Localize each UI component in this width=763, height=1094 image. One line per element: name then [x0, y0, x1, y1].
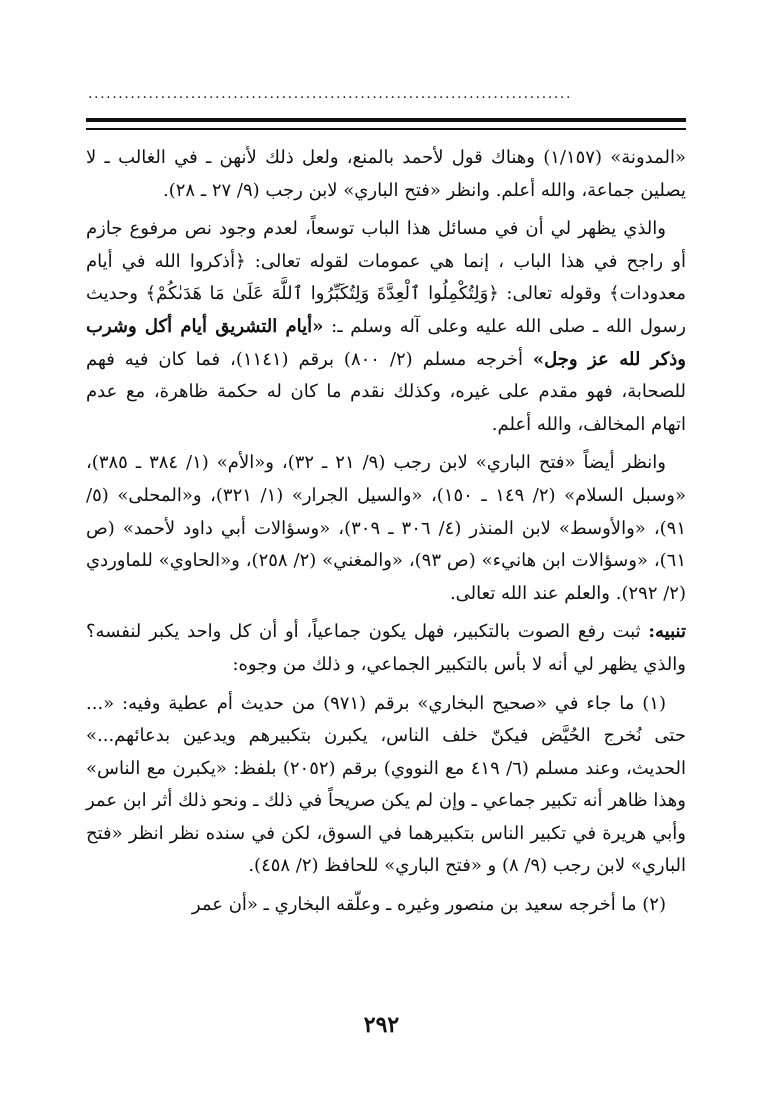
paragraph-discussion-intro: والذي يظهر لي أن في مسائل هذا الباب توسعاً، لعدم وجود نص مرفوع جازم أو راجح في هذا الباب ، إنما هي عمومات لقوله تعالى: ﴿أذكروا الله في أيام معدودات﴾ وقوله تعالى: ﴿وَلِتُكْمِلُوا ٱلْعِدَّةَ وَلِتُكَبِّرُوا ٱللَّهَ عَلَىٰ مَا هَدَىٰكُمْ﴾ وحديث رسول الله ـ صلى الله عليه وعلى آله وسلم ـ:: [86, 218, 686, 337]
paragraph-discussion-rest: أخرجه مسلم (٢/ ٨٠٠) برقم (١١٤١)، فما كان فيه فهم للصحابة، فهو مقدم على غيره، وكذلك نقدم ما كان له حكمة ظاهرة، مع عدم اتهام المخالف، والله أعلم.: [86, 348, 686, 435]
paragraph-point-2: (٢) ما أخرجه سعيد بن منصور وغيره ـ وعلّقه البخاري ـ «أن عمر: [191, 894, 666, 916]
paragraph-point-1: (١) ما جاء في «صحيح البخاري» برقم (٩٧١) من حديث أم عطية وفيه: «... حتى نُخرج الحُيَّض فيكنّ خلف الناس، يكبرن بتكبيرهم ويدعين بدعائهم...» الحديث، وعند مسلم (٦/ ٤١٩ مع النووي) برقم (٢٠٥٢) بلفظ: «يكبرن مع الناس» وهذا ظاهر أنه تكبير جماعي ـ وإن لم يكن صريحاً في ذلك ـ ونحو ذلك أثر ابن عمر وأبي هريرة في تكبير الناس بتكبيرهما في السوق، لكن في سنده نظر انظر «فتح الباري» لابن رجب (٩/ ٨) و «فتح الباري» للحافظ (٢/ ٤٥٨).: [86, 692, 686, 877]
header-thick-rule: [86, 118, 686, 122]
header-thin-rule: [86, 128, 686, 130]
note-label: تنبيه:: [648, 621, 686, 643]
paragraph-footnote-continuation: «المدونة» (١/١٥٧) وهناك قول لأحمد بالمنع، ولعل ذلك لأنهن ـ في الغالب ـ لا يصلين جماعة، والله أعلم. وانظر «فتح الباري» لابن رجب (٩/ ٢٧ ـ ٢٨).: [86, 147, 686, 201]
paragraph-note: [86, 616, 686, 681]
page-number: ٢٩٢: [363, 1012, 400, 1038]
paragraph-references: وانظر أيضاً «فتح الباري» لابن رجب (٩/ ٢١ ـ ٣٢)، و«الأم» (١/ ٣٨٤ ـ ٣٨٥)، «وسبل السلام» (٢/ ١٤٩ ـ ١٥٠)، «والسيل الجرار» (١/ ٣٢١)، و«المحلى» (٥/ ٩١)، «والأوسط» لابن المنذر (٤/ ٣٠٦ ـ ٣٠٩)، «وسؤالات أبي داود لأحمد» (ص ٦١)، «وسؤالات ابن هانيء» (ص ٩٣)، «والمغني» (٢/ ٢٥٨)، و«الحاوي» للماوردي (٢/ ٢٩٢). والعلم عند الله تعالى.: [86, 452, 687, 604]
paragraph-discussion: [86, 213, 686, 441]
hadith-quote: «أيام التشريق أيام أكل وشرب وذكر لله عز وجل»: [86, 315, 686, 370]
main-text: [86, 142, 686, 928]
header-dotted-line: ................................................................................: [88, 86, 573, 102]
note-text: ثبت رفع الصوت بالتكبير، فهل يكون جماعياً، أو أن كل واحد يكبر لنفسه؟ والذي يظهر لي أنه لا بأس بالتكبير الجماعي، و ذلك من وجوه:: [86, 621, 686, 675]
